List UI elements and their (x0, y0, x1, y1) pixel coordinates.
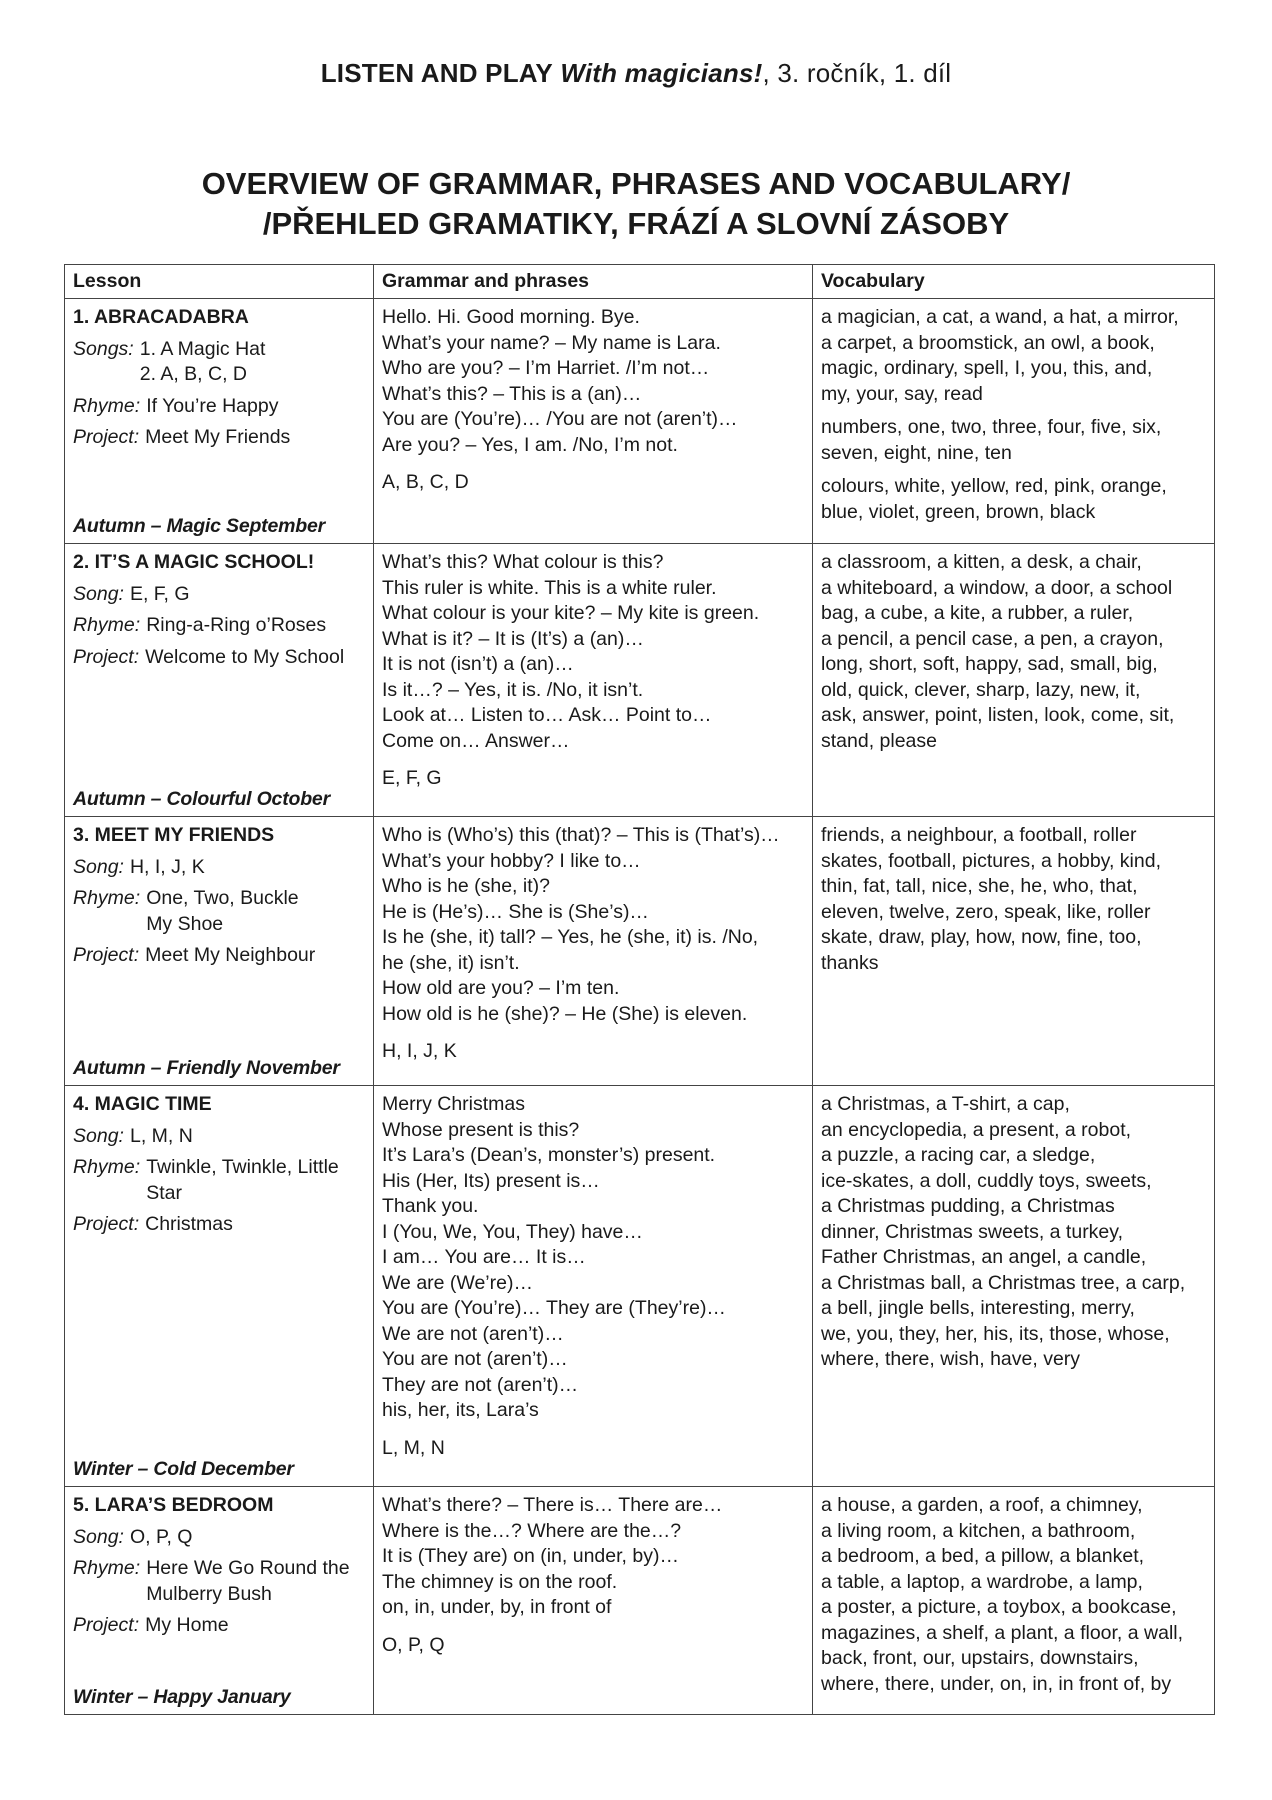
table-header-row (65, 265, 1215, 299)
vocabulary-line: a puzzle, a racing car, a sledge, (821, 1144, 1096, 1166)
lesson-info-line (73, 943, 365, 969)
header-vocabulary: Vocabulary (813, 265, 1215, 299)
grammar-phrase: What colour is your kite? – My kite is green. (382, 602, 760, 624)
lesson-info-values (146, 613, 326, 639)
lesson-info-line (73, 394, 365, 420)
grammar-phrase: Is he (she, it) tall? – Yes, he (she, it) is. /No, (382, 926, 759, 948)
table-row (65, 1487, 1215, 1715)
lesson-info-values (146, 1155, 339, 1206)
lesson-info-line (73, 337, 365, 388)
lesson-season: Autumn – Magic September (73, 514, 325, 537)
grammar-cell (374, 817, 813, 1086)
grammar-phrase: How old are you? – I’m ten. (382, 977, 620, 999)
header-grammar: Grammar and phrases (374, 265, 813, 299)
lesson-title: 4. MAGIC TIME (73, 1093, 212, 1115)
vocabulary-line: stand, please (821, 729, 938, 752)
vocabulary-line: skate, draw, play, how, now, fine, too, (821, 926, 1142, 948)
lesson-info-value: 1. A Magic Hat (139, 337, 266, 360)
header-series-title: LISTEN AND PLAY (320, 58, 553, 88)
grammar-phrase: What is it? – It is (It’s) a (an)… (382, 627, 644, 650)
lesson-info-value: H, I, J, K (129, 855, 205, 878)
vocabulary-cell (813, 817, 1215, 1086)
vocabulary-line: thin, fat, tall, nice, she, he, who, that, (821, 875, 1138, 897)
grammar-phrase: His (Her, Its) present is… (382, 1169, 600, 1192)
vocabulary-line: friends, a neighbour, a football, roller (821, 824, 1137, 846)
grammar-phrase: They are not (aren’t)… (382, 1373, 579, 1396)
grammar-cell (374, 1086, 813, 1487)
lesson-info-values (145, 1613, 228, 1639)
vocabulary-line: a whiteboard, a window, a door, a school (821, 576, 1173, 599)
vocabulary-line: a house, a garden, a roof, a chimney, (821, 1494, 1143, 1516)
page-title (0, 164, 1272, 244)
lesson-info-line (73, 425, 365, 451)
lesson-info-label: Rhyme: (73, 394, 141, 417)
grammar-phrase: You are (You’re)… /You are not (aren’t)… (382, 408, 738, 430)
lesson-cell (65, 544, 374, 817)
grammar-cell (374, 1487, 813, 1715)
lesson-info-values (140, 337, 266, 388)
vocabulary-group (821, 1092, 1206, 1373)
vocabulary-line: a classroom, a kitten, a desk, a chair, (821, 551, 1142, 573)
vocabulary-line: eleven, twelve, zero, speak, like, roller (821, 900, 1151, 923)
lesson-info-line (73, 1124, 365, 1150)
lesson-info-line (73, 886, 365, 937)
grammar-phrase: What’s there? – There is… There are… (382, 1494, 723, 1516)
grammar-phrase: We are (We’re)… (382, 1271, 533, 1294)
grammar-phrase: It is (They are) on (in, under, by)… (382, 1545, 679, 1567)
grammar-cell (374, 544, 813, 817)
lesson-title: 3. MEET MY FRIENDS (73, 824, 275, 846)
grammar-phrase: Who is (Who’s) this (that)? – This is (That’s)… (382, 824, 780, 846)
vocabulary-line: dinner, Christmas sweets, a turkey, (821, 1220, 1124, 1243)
vocabulary-line: a carpet, a broomstick, an owl, a book, (821, 331, 1155, 354)
vocabulary-line: where, there, wish, have, very (821, 1348, 1081, 1370)
lesson-info-label: Rhyme: (73, 887, 141, 909)
alphabet-letters: H, I, J, K (382, 1040, 457, 1062)
vocabulary-line: skates, football, pictures, a hobby, kind, (821, 849, 1161, 872)
alphabet-letters: A, B, C, D (382, 471, 469, 493)
vocabulary-line: magazines, a shelf, a plant, a floor, a wall, (821, 1621, 1184, 1644)
grammar-phrase: Are you? – Yes, I am. /No, I’m not. (382, 433, 678, 456)
vocabulary-line: a living room, a kitchen, a bathroom, (821, 1519, 1136, 1542)
page-title-line-en: OVERVIEW OF GRAMMAR, PHRASES AND VOCABULARY/ (201, 166, 1071, 201)
lesson-info-label: Song: (73, 1525, 124, 1548)
lesson-info-line (73, 582, 365, 608)
grammar-phrase: It’s Lara’s (Dean’s, monster’s) present. (382, 1144, 716, 1166)
alphabet-letters: E, F, G (382, 767, 442, 789)
header-book-title: With magicians! (560, 58, 763, 88)
lesson-info-value: Mulberry Bush (146, 1582, 272, 1605)
grammar-phrase: he (she, it) isn’t. (382, 951, 520, 974)
lesson-info-label: Project: (73, 1614, 140, 1636)
lesson-info-line (73, 1212, 365, 1238)
lesson-title: 1. ABRACADABRA (73, 306, 249, 328)
table-row (65, 817, 1215, 1086)
lesson-info-label: Project: (73, 944, 140, 966)
grammar-phrase: How old is he (she)? – He (She) is eleven. (382, 1002, 748, 1025)
vocabulary-group (821, 305, 1206, 407)
vocabulary-group (821, 415, 1206, 466)
grammar-phrase: on, in, under, by, in front of (382, 1596, 612, 1618)
vocabulary-line: a poster, a picture, a toybox, a bookcase, (821, 1596, 1177, 1618)
lesson-info-value: Ring-a-Ring o’Roses (146, 614, 327, 636)
grammar-phrase: Thank you. (382, 1195, 479, 1217)
vocabulary-line: a table, a laptop, a wardrobe, a lamp, (821, 1570, 1143, 1593)
grammar-phrase: What’s this? What colour is this? (382, 551, 664, 573)
lesson-info-label: Rhyme: (73, 1557, 141, 1579)
vocabulary-line: bag, a cube, a kite, a rubber, a ruler, (821, 602, 1134, 624)
lesson-season: Winter – Cold December (73, 1457, 294, 1480)
grammar-phrase: You are (You’re)… They are (They’re)… (382, 1297, 726, 1319)
vocabulary-line: thanks (821, 951, 879, 974)
vocabulary-line: numbers, one, two, three, four, five, six, (821, 416, 1162, 438)
vocabulary-line: a magician, a cat, a wand, a hat, a mirror, (821, 306, 1179, 328)
vocabulary-line: a Christmas, a T-shirt, a cap, (821, 1093, 1070, 1115)
lesson-info-label: Song: (73, 1124, 124, 1147)
vocabulary-line: magic, ordinary, spell, I, you, this, and, (821, 357, 1153, 379)
lesson-info-value: Twinkle, Twinkle, Little (146, 1156, 339, 1178)
lesson-cell (65, 1487, 374, 1715)
vocabulary-line: old, quick, clever, sharp, lazy, new, it, (821, 678, 1141, 701)
lesson-info-label: Song: (73, 582, 124, 605)
lesson-info-line (73, 1613, 365, 1639)
grammar-phrase: his, her, its, Lara’s (382, 1399, 539, 1421)
lesson-info-label: Rhyme: (73, 1156, 141, 1178)
vocabulary-line: back, front, our, upstairs, downstairs, (821, 1647, 1139, 1669)
grammar-phrase: Look at… Listen to… Ask… Point to… (382, 704, 712, 726)
page-title-line-cz: /PŘEHLED GRAMATIKY, FRÁZÍ A SLOVNÍ ZÁSOBY (262, 206, 1010, 241)
lesson-info-value: E, F, G (129, 582, 190, 605)
vocabulary-line: a Christmas ball, a Christmas tree, a carp, (821, 1271, 1186, 1294)
vocabulary-line: long, short, soft, happy, sad, small, big, (821, 653, 1158, 675)
vocabulary-group (821, 474, 1206, 525)
vocabulary-group (821, 550, 1206, 754)
lesson-info-label: Project: (73, 645, 140, 668)
grammar-phrase: Come on… Answer… (382, 729, 570, 752)
lesson-info-value: 2. A, B, C, D (139, 363, 248, 385)
vocabulary-group (821, 1493, 1206, 1697)
vocabulary-cell (813, 1487, 1215, 1715)
grammar-phrase: I am… You are… It is… (382, 1246, 586, 1268)
grammar-phrase: What’s your name? – My name is Lara. (382, 331, 721, 354)
lesson-info-value: One, Two, Buckle (146, 887, 299, 909)
lesson-info-value: My Home (145, 1614, 229, 1636)
lesson-info-values (130, 1525, 193, 1551)
alphabet-letters: O, P, Q (382, 1633, 445, 1656)
grammar-phrase: Hello. Hi. Good morning. Bye. (382, 306, 640, 328)
alphabet-letters: L, M, N (382, 1436, 445, 1459)
grammar-phrase: Is it…? – Yes, it is. /No, it isn’t. (382, 678, 644, 701)
grammar-phrase: Who is he (she, it)? (382, 875, 550, 897)
vocabulary-cell (813, 544, 1215, 817)
lesson-info-values (145, 645, 344, 671)
overview-table (64, 264, 1215, 1715)
lesson-info-values (145, 425, 290, 451)
vocabulary-line: where, there, under, on, in, in front of, by (821, 1672, 1172, 1695)
lesson-info-values (145, 1212, 233, 1238)
lesson-info-values (130, 855, 205, 881)
lesson-info-value: My Shoe (146, 912, 224, 935)
grammar-phrase: Merry Christmas (382, 1093, 526, 1115)
grammar-phrase: Where is the…? Where are the…? (382, 1519, 682, 1542)
vocabulary-line: Father Christmas, an angel, a candle, (821, 1246, 1147, 1268)
lesson-info-values (146, 886, 298, 937)
lesson-info-value: Star (146, 1181, 182, 1204)
vocabulary-line: ice-skates, a doll, cuddly toys, sweets, (821, 1169, 1152, 1192)
grammar-cell (374, 299, 813, 544)
vocabulary-line: a bedroom, a bed, a pillow, a blanket, (821, 1545, 1145, 1567)
vocabulary-cell (813, 1086, 1215, 1487)
vocabulary-line: my, your, say, read (821, 382, 983, 405)
grammar-phrase: Whose present is this? (382, 1118, 580, 1141)
lesson-info-label: Song: (73, 855, 124, 878)
lesson-info-values (145, 943, 315, 969)
grammar-phrase: The chimney is on the roof. (382, 1570, 618, 1593)
lesson-info-value: Christmas (145, 1213, 233, 1235)
lesson-season: Winter – Happy January (73, 1685, 291, 1708)
lesson-cell (65, 299, 374, 544)
lesson-info-value: L, M, N (129, 1124, 193, 1147)
lesson-info-line (73, 1525, 365, 1551)
lesson-info-value: Meet My Neighbour (145, 944, 316, 966)
lesson-season: Autumn – Colourful October (73, 787, 330, 810)
lesson-info-value: If You’re Happy (146, 394, 279, 417)
grammar-phrase: It is not (isn’t) a (an)… (382, 653, 574, 675)
grammar-phrase: This ruler is white. This is a white ruler. (382, 576, 717, 599)
grammar-phrase: We are not (aren’t)… (382, 1322, 564, 1345)
vocabulary-line: a Christmas pudding, a Christmas (821, 1195, 1115, 1217)
vocabulary-line: colours, white, yellow, red, pink, orange, (821, 475, 1167, 497)
lesson-info-value: Meet My Friends (145, 426, 291, 448)
lesson-info-label: Songs: (73, 337, 134, 360)
lesson-title: 2. IT’S A MAGIC SCHOOL! (73, 551, 315, 573)
grammar-phrase: Who are you? – I’m Harriet. /I’m not… (382, 357, 710, 379)
vocabulary-line: we, you, they, her, his, its, those, whose, (821, 1322, 1170, 1345)
lesson-title: 5. LARA’S BEDROOM (73, 1494, 274, 1516)
lesson-cell (65, 1086, 374, 1487)
vocabulary-line: an encyclopedia, a present, a robot, (821, 1118, 1132, 1141)
lesson-info-line (73, 645, 365, 671)
lesson-info-values (130, 582, 190, 608)
lesson-info-line (73, 1155, 365, 1206)
vocabulary-line: seven, eight, nine, ten (821, 441, 1012, 464)
lesson-season: Autumn – Friendly November (73, 1056, 340, 1079)
table-row (65, 1086, 1215, 1487)
grammar-phrase: I (You, We, You, They) have… (382, 1220, 643, 1243)
lesson-info-values (130, 1124, 193, 1150)
grammar-phrase: What’s this? – This is a (an)… (382, 382, 642, 405)
vocabulary-group (821, 823, 1206, 976)
vocabulary-line: ask, answer, point, listen, look, come, sit, (821, 704, 1175, 726)
lesson-info-line (73, 855, 365, 881)
grammar-phrase: What’s your hobby? I like to… (382, 849, 641, 872)
vocabulary-cell (813, 299, 1215, 544)
lesson-info-value: Welcome to My School (145, 645, 345, 668)
vocabulary-line: a bell, jingle bells, interesting, merry, (821, 1297, 1135, 1319)
lesson-info-value: O, P, Q (129, 1525, 193, 1548)
vocabulary-line: blue, violet, green, brown, black (821, 500, 1096, 523)
table-row (65, 299, 1215, 544)
lesson-info-label: Project: (73, 1213, 140, 1235)
table-row (65, 544, 1215, 817)
grammar-phrase: He is (He’s)… She is (She’s)… (382, 900, 649, 923)
lesson-info-line (73, 1556, 365, 1607)
lesson-info-label: Project: (73, 426, 140, 448)
lesson-info-label: Rhyme: (73, 614, 141, 636)
lesson-cell (65, 817, 374, 1086)
lesson-info-value: Here We Go Round the (146, 1557, 350, 1579)
lesson-info-values (146, 394, 278, 420)
vocabulary-line: a pencil, a pencil case, a pen, a crayon, (821, 627, 1164, 650)
grammar-phrase: You are not (aren’t)… (382, 1348, 568, 1370)
document-header (0, 58, 1272, 89)
lesson-info-line (73, 613, 365, 639)
header-grade-part: , 3. ročník, 1. díl (762, 58, 952, 88)
lesson-info-values (146, 1556, 349, 1607)
header-lesson: Lesson (65, 265, 374, 299)
